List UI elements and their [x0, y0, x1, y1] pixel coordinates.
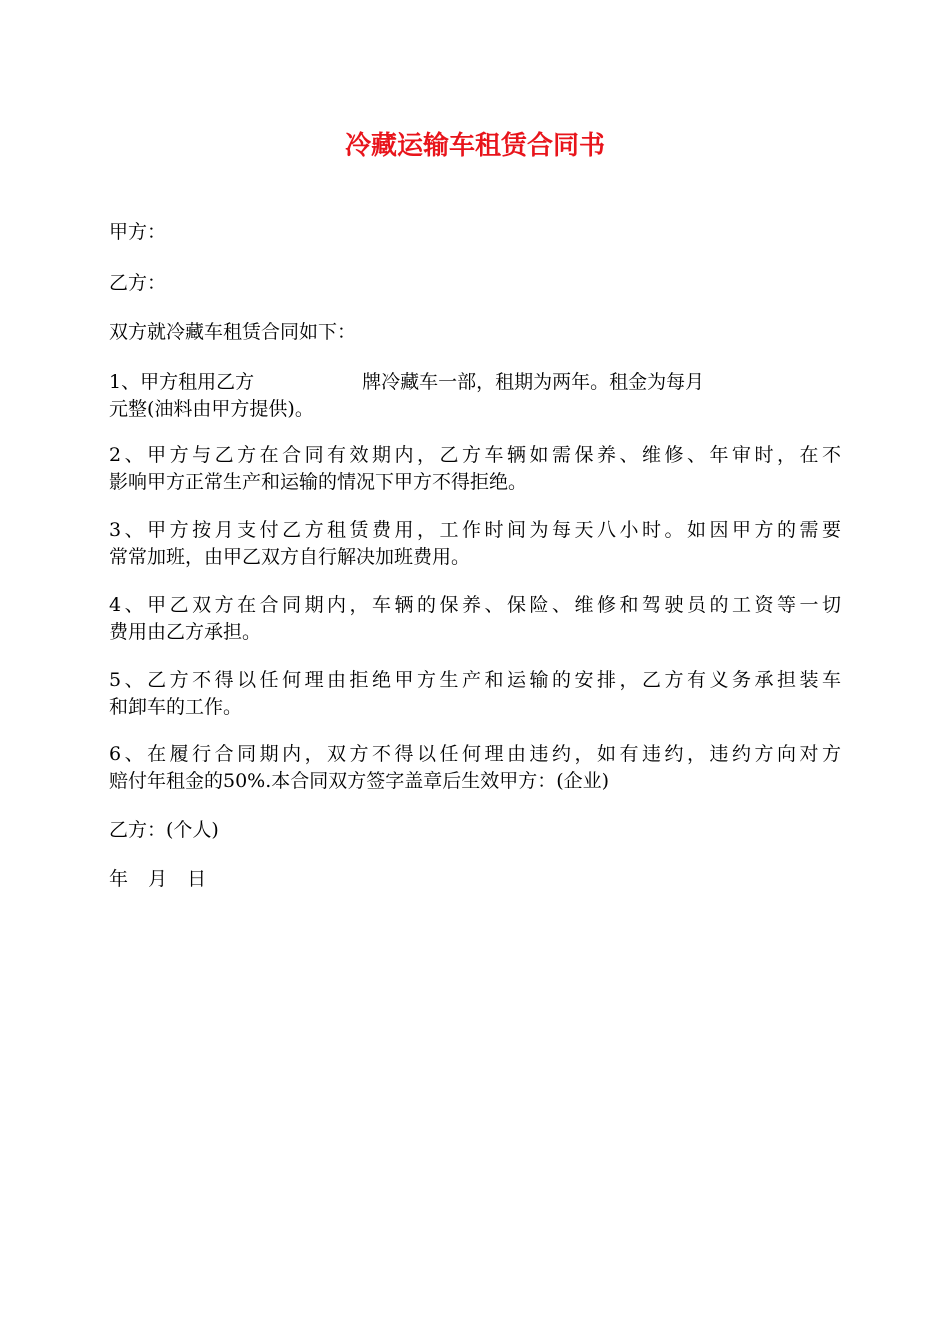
clause-1-after-blank: 牌冷藏车一部，租期为两年。租金为每月: [362, 371, 705, 393]
signature-party-b: 乙方：(个人): [109, 819, 219, 841]
clause-5-line-2: 和卸车的工作。: [109, 696, 243, 718]
clause-4-line-1: 4、甲乙双方在合同期内，车辆的保养、保险、维修和驾驶员的工资等一切: [109, 594, 841, 616]
clause-6: [109, 741, 841, 795]
clause-1: [109, 369, 841, 423]
clause-1-line-2: 元整(油料由甲方提供)。: [109, 398, 314, 420]
clause-4: [109, 592, 841, 646]
clause-1-line-1: [109, 369, 841, 396]
date-day: 日: [187, 868, 207, 890]
clause-5: [109, 667, 841, 721]
clause-2: [109, 442, 841, 496]
clause-1-before-blank: 1、甲方租用乙方: [109, 371, 255, 393]
clause-6-line-2: 赔付年租金的50%.本合同双方签字盖章后生效甲方：(企业): [109, 770, 610, 792]
clause-3-line-2: 常常加班，由甲乙双方自行解决加班费用。: [109, 546, 471, 568]
intro-text: 双方就冷藏车租赁合同如下：: [109, 321, 357, 343]
document-title: 冷藏运输车租赁合同书: [344, 131, 605, 161]
clause-3: [109, 517, 841, 571]
clause-4-line-2: 费用由乙方承担。: [109, 621, 262, 643]
party-a-label: 甲方：: [109, 221, 167, 243]
date-year: 年: [109, 868, 129, 890]
clause-3-line-1: 3、甲方按月支付乙方租赁费用，工作时间为每天八小时。如因甲方的需要: [109, 519, 841, 541]
clause-2-line-2: 影响甲方正常生产和运输的情况下甲方不得拒绝。: [109, 471, 528, 493]
clause-5-line-1: 5、乙方不得以任何理由拒绝甲方生产和运输的安排，乙方有义务承担装车: [109, 669, 841, 691]
date-month: 月: [148, 868, 168, 890]
clause-2-line-1: 2、甲方与乙方在合同有效期内，乙方车辆如需保养、维修、年审时，在不: [109, 444, 841, 466]
party-b-label: 乙方：: [109, 272, 167, 294]
clause-6-line-1: 6、在履行合同期内，双方不得以任何理由违约，如有违约，违约方向对方: [109, 743, 841, 765]
signature-date: [109, 867, 220, 891]
